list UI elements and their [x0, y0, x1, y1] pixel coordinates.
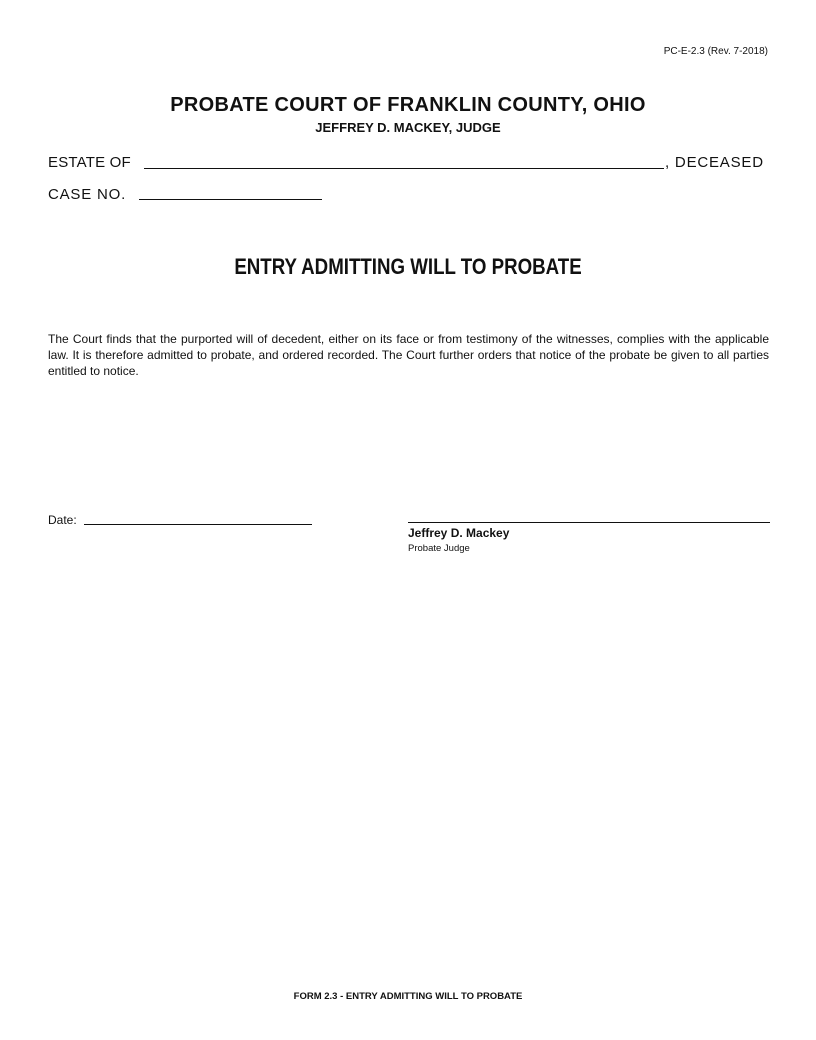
date-field[interactable] [84, 508, 312, 525]
deceased-label: , DECEASED [665, 154, 764, 171]
date-label: Date: [48, 513, 77, 527]
form-footer: FORM 2.3 - ENTRY ADMITTING WILL TO PROBATE [293, 991, 523, 1002]
judge-subheading: JEFFREY D. MACKEY, JUDGE [315, 120, 501, 135]
estate-label: ESTATE OF [48, 154, 131, 171]
case-number-label: CASE NO. [48, 186, 127, 203]
estate-name-field[interactable] [144, 152, 664, 169]
entry-body-text: The Court finds that the purported will of decedent, either on its face or from testimony of the witnesses, complies with the applicable law. It is therefore admitted to probate, and ordered recorded. The Court further orders that notice of the probate be given to all parties entitled to notice. [48, 332, 769, 378]
case-number-field[interactable] [139, 183, 322, 200]
judge-signature-name: Jeffrey D. Mackey [408, 526, 510, 540]
court-heading: PROBATE COURT OF FRANKLIN COUNTY, OHIO [170, 94, 646, 116]
form-number: PC-E-2.3 (Rev. 7-2018) [663, 46, 768, 57]
signature-line[interactable] [408, 522, 770, 523]
document-title: ENTRY ADMITTING WILL TO PROBATE [234, 254, 582, 279]
judge-signature-title: Probate Judge [408, 543, 470, 554]
